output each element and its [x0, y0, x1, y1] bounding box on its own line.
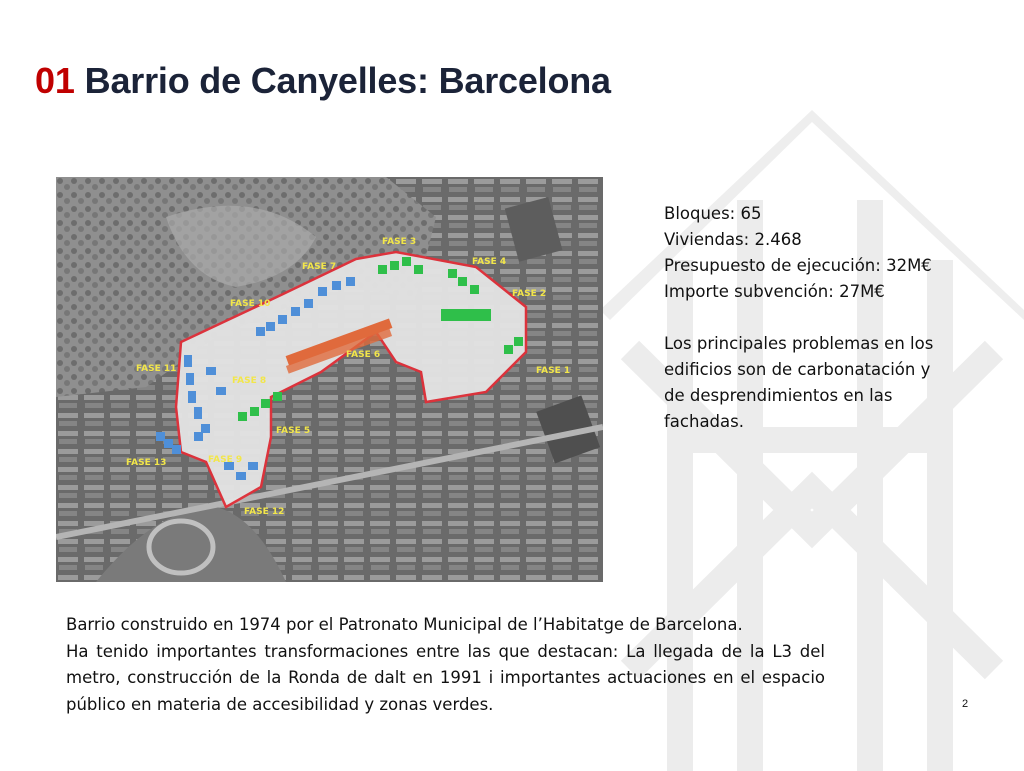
- phase-label: FASE 11: [136, 364, 177, 374]
- description: [66, 612, 825, 718]
- phase-label: FASE 3: [382, 237, 417, 247]
- title-text: Barrio de Canyelles: Barcelona: [84, 60, 611, 101]
- description-line1: Barrio construido en 1974 por el Patronato Municipal de l’Habitatge de Barcelona.: [66, 615, 743, 634]
- phase-label: FASE 12: [244, 507, 285, 517]
- stat-presupuesto: Presupuesto de ejecución: 32M€: [664, 256, 932, 275]
- phase-label: FASE 2: [512, 289, 547, 299]
- phase-label: FASE 8: [232, 376, 267, 386]
- description-paragraph: Ha tenido importantes transformaciones entre las que destacan: La llegada de la L3 del metro, construcción de la Ronda de dalt en 1991 i importantes actuaciones en el espacio público en materia de accesibilidad y zonas verdes.: [66, 641, 825, 714]
- stat-viviendas: Viviendas: 2.468: [664, 230, 802, 249]
- stat-subvencion: Importe subvención: 27M€: [664, 282, 885, 301]
- phase-label: FASE 4: [472, 257, 507, 267]
- phase-label: FASE 13: [126, 458, 167, 468]
- phase-label: FASE 1: [536, 366, 571, 376]
- aerial-map: [56, 177, 603, 582]
- problems-text: Los principales problemas en los edificios son de carbonatación y de desprendimientos en las fachadas.: [664, 334, 934, 431]
- phase-label: FASE 6: [346, 350, 381, 360]
- page-number: 2: [962, 698, 969, 710]
- stats-panel: [664, 201, 964, 435]
- stat-bloques: Bloques: 65: [664, 204, 762, 223]
- phase-label: FASE 7: [302, 262, 337, 272]
- title-number: 01: [35, 60, 75, 101]
- phase-label: FASE 5: [276, 426, 311, 436]
- phase-label: FASE 9: [208, 455, 243, 465]
- phase-label: FASE 10: [230, 299, 271, 309]
- slide-title: [35, 60, 611, 102]
